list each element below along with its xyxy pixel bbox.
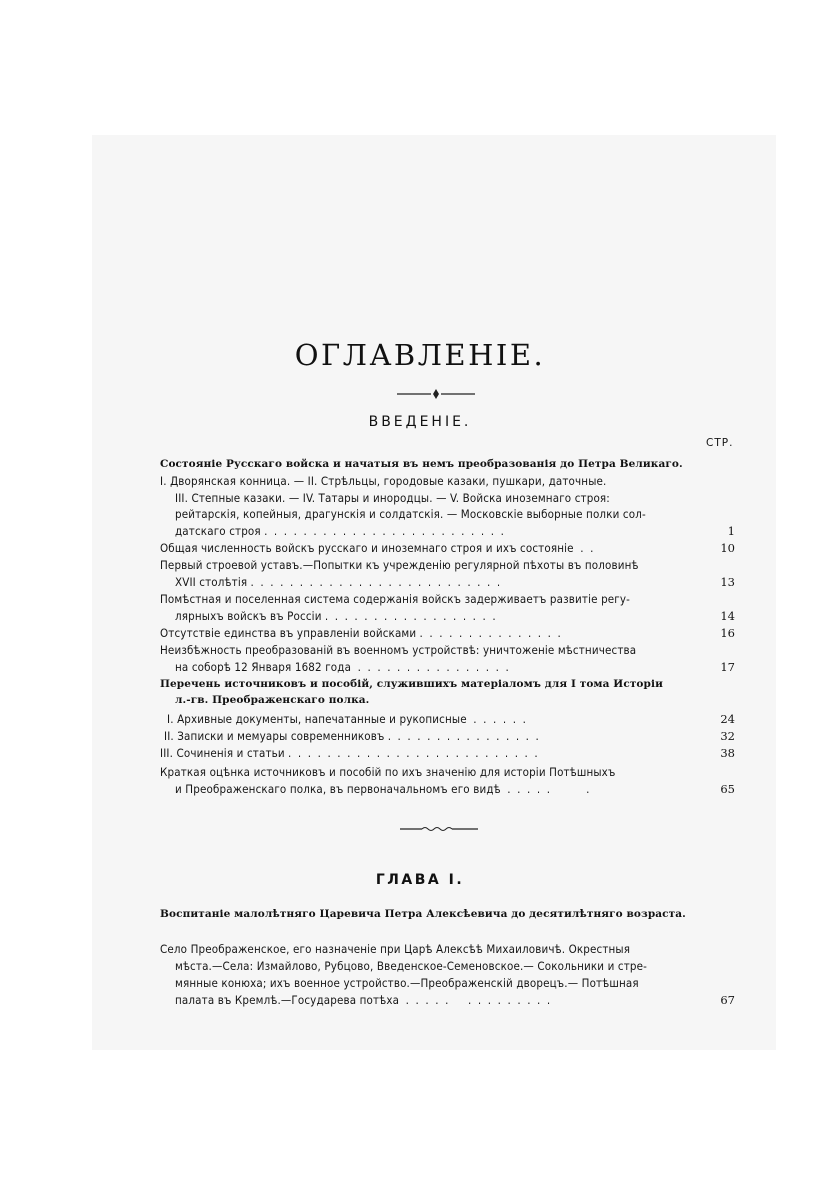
toc-entry-line: XVII столѣтія . . . . . . . . . . . . . . . . . . . . . . . . . . (175, 575, 501, 589)
toc-entry-line: Первый строевой уставъ.—Попытки къ учрежденію регулярной пѣхоты въ половинѣ (160, 558, 639, 572)
page-title: ОГЛАВЛЕНІЕ. (294, 338, 546, 372)
toc-entry-line: Неизбѣжность преобразованій въ военномъ устройствѣ: уничтоженіе мѣстничества (160, 643, 637, 657)
intro-heading: ВВЕДЕНІЕ. (368, 414, 472, 430)
section-heading-1: Состояніе Русскаго войска и начатыя въ немъ преобразованія до Петра Великаго. (160, 458, 683, 470)
toc-page-number: 10 (720, 541, 735, 555)
toc-page-number: 13 (720, 575, 735, 589)
toc-page-number: 1 (727, 524, 735, 538)
toc-entry-line: рейтарскія, копейныя, драгунскія и солдатскія. — Московскіе выборные полки сол- (175, 507, 646, 521)
toc-entry-line: датскаго строя . . . . . . . . . . . . . . . . . . . . . . . . . (175, 524, 504, 538)
toc-entry-line: Краткая оцѣнка источниковъ и пособій по ихъ значенію для исторіи Потѣшныхъ (160, 765, 616, 779)
wavy-divider-ornament-icon (398, 824, 480, 834)
toc-entry-line: Помѣстная и поселенная система содержанія войскъ задерживаетъ развитіе регу- (160, 592, 631, 606)
toc-entry-line: и Преображенскаго полка, въ первоначальномъ его видѣ . . . . . . (175, 782, 590, 796)
toc-page-number: 24 (720, 712, 735, 726)
chapter-subtitle: Воспитаніе малолѣтняго Царевича Петра Алексѣевича до десятилѣтняго возраста. (160, 908, 686, 920)
toc-page-number: 17 (720, 660, 735, 674)
toc-entry-line: III. Сочиненія и статьи . . . . . . . . . . . . . . . . . . . . . . . . . . (160, 746, 538, 760)
toc-entry-line: лярныхъ войскъ въ Россіи . . . . . . . . . . . . . . . . . . (175, 609, 496, 623)
toc-entry-line: мѣста.—Села: Измайлово, Рубцово, Введенское-Семеновское.— Сокольники и стре- (175, 959, 648, 973)
section-heading-2-cont: л.-гв. Преображенскаго полка. (175, 694, 370, 706)
toc-page-number: 67 (720, 993, 735, 1007)
toc-entry-line: I. Архивные документы, напечатанные и рукописные . . . . . . (167, 712, 526, 726)
toc-entry-line: I. Дворянская конница. — II. Стрѣльцы, городовые казаки, пушкари, даточные. (160, 474, 607, 488)
toc-entry-line: Отсутствіе единства въ управленіи войсками . . . . . . . . . . . . . . . (160, 626, 561, 640)
toc-entry-line: Село Преображенское, его назначеніе при Царѣ Алексѣѣ Михаиловичѣ. Окрестныя (160, 942, 631, 956)
toc-page-number: 16 (720, 626, 735, 640)
toc-page-number: 14 (720, 609, 735, 623)
toc-page-number: 65 (720, 782, 735, 796)
toc-entry-line: мянные конюха; ихъ военное устройство.—Преображенскій дворецъ.— Потѣшная (175, 976, 639, 990)
toc-entry-line: II. Записки и мемуары современниковъ . . . . . . . . . . . . . . . . (164, 729, 539, 743)
toc-entry-line: на соборѣ 12 Января 1682 года . . . . . . . . . . . . . . . . (175, 660, 509, 674)
divider-ornament-icon (395, 386, 477, 400)
toc-entry-line: палата въ Кремлѣ.—Государева потѣха . . . . . . . . . . . . . . (175, 993, 551, 1007)
section-heading-2: Перечень источниковъ и пособій, служившихъ матеріаломъ для I тома Исторіи (160, 678, 663, 690)
page-column-label: СТР. (706, 437, 734, 449)
chapter-heading: ГЛАВА I. (375, 872, 465, 888)
toc-entry-line: III. Степные казаки. — IV. Татары и инородцы. — V. Войска иноземнаго строя: (175, 491, 610, 505)
toc-entry-line: Общая численность войскъ русскаго и иноземнаго строя и ихъ состояніе . . (160, 541, 594, 555)
toc-page-number: 38 (720, 746, 735, 760)
toc-page-number: 32 (720, 729, 735, 743)
